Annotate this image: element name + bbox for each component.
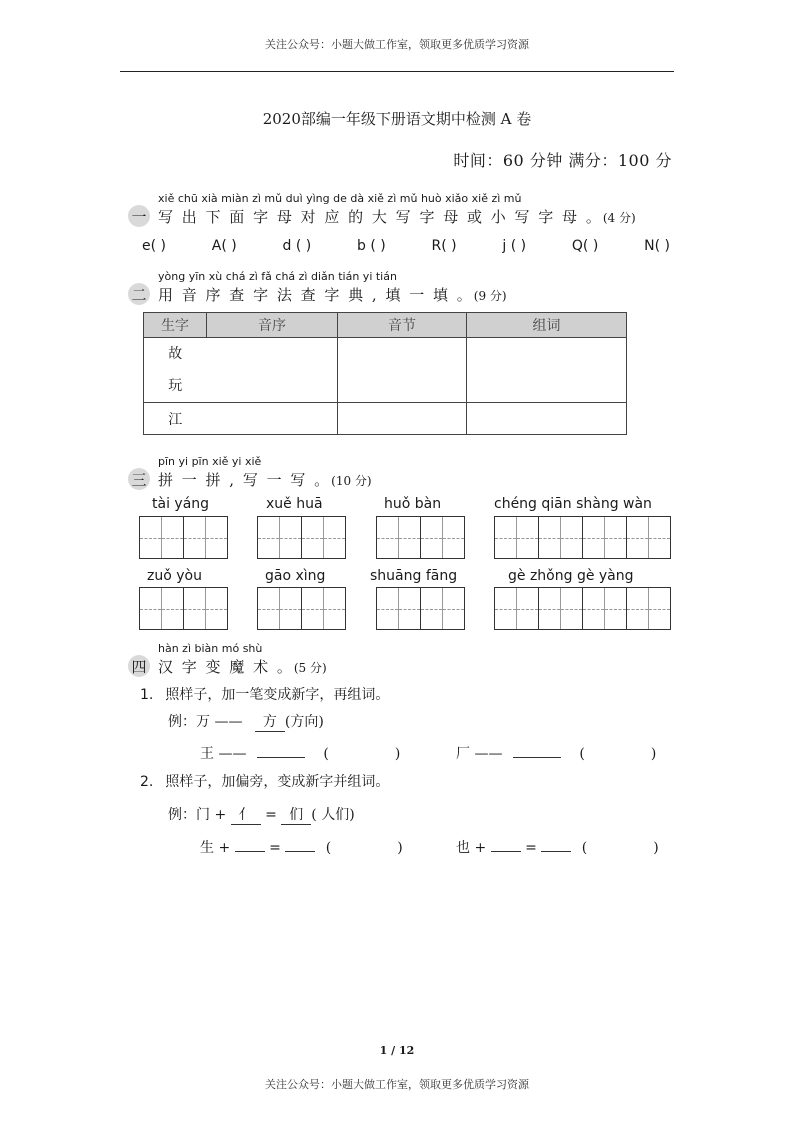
pinyin-label: tài yáng [152, 496, 210, 512]
equals-sign: = [525, 840, 537, 856]
q2-example-word: ( 人们) [311, 807, 355, 823]
section4-question [158, 656, 327, 677]
section4-score: (5 分) [293, 661, 327, 675]
writing-grid[interactable] [376, 516, 465, 559]
section3-question [158, 469, 372, 490]
paren-open: ( [323, 746, 329, 762]
letter-item[interactable]: A( ) [211, 238, 237, 254]
q1-item2-blank[interactable] [513, 757, 561, 758]
letter-item[interactable]: R( ) [431, 238, 457, 254]
q1-item2-prefix: 厂 —— [456, 746, 503, 762]
writing-grid[interactable] [494, 516, 671, 559]
q1-number: 1. [140, 687, 154, 703]
q2-example-radical: 亻 [231, 804, 261, 825]
q1-example-word: (方向) [284, 714, 324, 730]
writing-grid[interactable] [376, 587, 465, 630]
writing-grid[interactable] [494, 587, 671, 630]
q2-item1-prefix: 生 + [200, 840, 231, 856]
pinyin-label: gāo xìng [265, 568, 326, 584]
q1-example-prefix: 例：万 —— [168, 714, 243, 730]
section2-score: (9 分) [473, 289, 507, 303]
writing-grid[interactable] [139, 516, 228, 559]
table-header: 音序 [207, 313, 338, 338]
pinyin-label: shuāng fāng [370, 568, 458, 584]
writing-grid[interactable] [257, 516, 346, 559]
section4-pinyin: hàn zì biàn mó shù [158, 642, 263, 655]
header-rule [120, 71, 674, 72]
q1-item1-prefix: 王 —— [200, 746, 247, 762]
section4-badge: 四 [128, 655, 150, 677]
q1-item-2 [456, 743, 656, 763]
section1-pinyin: xiě chū xià miàn zì mǔ duì yìng de dà xiě zì mǔ huò xiǎo xiě zì mǔ [158, 192, 522, 205]
paren-open: ( [579, 746, 585, 762]
letter-item[interactable]: j ( ) [502, 238, 527, 254]
char-cell-group [144, 338, 207, 403]
paren-close: ) [653, 840, 659, 856]
char-jiang: 江 [144, 403, 207, 435]
page-number: 1 / 12 [379, 1044, 415, 1057]
letter-item[interactable]: b ( ) [357, 238, 386, 254]
q1-example [168, 711, 324, 732]
page-title: 2020部编一年级下册语文期中检测 A 卷 [262, 110, 532, 128]
paren-close: ) [650, 746, 657, 762]
letter-item[interactable]: Q( ) [571, 238, 599, 254]
section3-text: 拼 一 拼 , 写 一 写 。 [158, 471, 332, 489]
paren-close: ) [397, 840, 403, 856]
q2-item-1 [200, 837, 403, 857]
radical-blank[interactable] [235, 851, 265, 852]
dictionary-table [143, 312, 627, 435]
footer-note: 关注公众号：小题大做工作室，领取更多优质学习资源 [265, 1078, 529, 1091]
q1-item-1 [200, 743, 400, 763]
q1-instruction [140, 684, 389, 704]
char-blank[interactable] [541, 851, 571, 852]
char-blank[interactable] [285, 851, 315, 852]
table-header: 生字 [144, 313, 207, 338]
time-score-info: 时间：60 分钟 满分：100 分 [453, 151, 672, 170]
q2-item2-prefix: 也 + [456, 840, 487, 856]
q2-item-2 [456, 837, 659, 857]
pinyin-label: chéng qiān shàng wàn [494, 496, 652, 512]
section2-text: 用 音 序 查 字 法 查 字 典 , 填 一 填 。 [158, 286, 474, 304]
table-header: 组词 [467, 313, 627, 338]
section1-text: 写 出 下 面 字 母 对 应 的 大 写 字 母 或 小 写 字 母 。 [158, 208, 603, 226]
char-wan: 玩 [168, 378, 183, 394]
q2-example-answer: 们 [281, 804, 311, 825]
yinjie-cell[interactable] [338, 403, 467, 435]
pinyin-label: zuǒ yòu [147, 568, 202, 584]
q2-number: 2. [140, 774, 154, 790]
section4-text: 汉 字 变 魔 术 。 [158, 658, 294, 676]
pinyin-label: xuě huā [266, 496, 323, 512]
writing-grid[interactable] [139, 587, 228, 630]
section3-badge: 三 [128, 468, 150, 490]
paren-close: ) [394, 746, 401, 762]
q2-example-prefix: 例：门 + [168, 807, 227, 823]
zuci-cell[interactable] [467, 338, 627, 403]
q2-example [168, 804, 355, 825]
yinxu-cell[interactable] [207, 338, 338, 403]
letter-item[interactable]: e( ) [142, 238, 166, 254]
paren-open: ( [325, 840, 332, 856]
q1-example-answer: 方 [255, 711, 285, 732]
q2-instruction [140, 771, 389, 791]
table-header: 音节 [338, 313, 467, 338]
equals-sign: = [269, 840, 281, 856]
yinjie-cell[interactable] [338, 338, 467, 403]
section3-pinyin: pīn yi pīn xiě yi xiě [158, 455, 262, 468]
q2-text: 照样子，加偏旁，变成新字并组词。 [165, 774, 390, 790]
section1-badge: 一 [128, 205, 150, 227]
paren-open: ( [581, 840, 588, 856]
section2-badge: 二 [128, 283, 150, 305]
q1-text: 照样子，加一笔变成新字，再组词。 [165, 687, 390, 703]
yinxu-cell[interactable] [207, 403, 338, 435]
section1-score: (4 分) [602, 211, 636, 225]
pinyin-label: huǒ bàn [384, 496, 442, 512]
section2-pinyin: yòng yīn xù chá zì fǎ chá zì diǎn tián yi tián [158, 270, 397, 283]
letter-item[interactable]: d ( ) [282, 238, 312, 254]
zuci-cell[interactable] [467, 403, 627, 435]
letter-item[interactable]: N( ) [644, 238, 670, 254]
pinyin-label: gè zhǒng gè yàng [508, 568, 634, 584]
section3-score: (10 分) [331, 474, 372, 488]
q2-example-eq: = [265, 807, 277, 823]
header-note: 关注公众号：小题大做工作室，领取更多优质学习资源 [265, 38, 529, 51]
section1-question [158, 206, 636, 227]
section2-question [158, 284, 507, 305]
letter-list [142, 238, 670, 254]
char-gu: 故 [168, 346, 183, 362]
writing-grid[interactable] [257, 587, 346, 630]
radical-blank[interactable] [491, 851, 521, 852]
q1-item1-blank[interactable] [257, 757, 305, 758]
